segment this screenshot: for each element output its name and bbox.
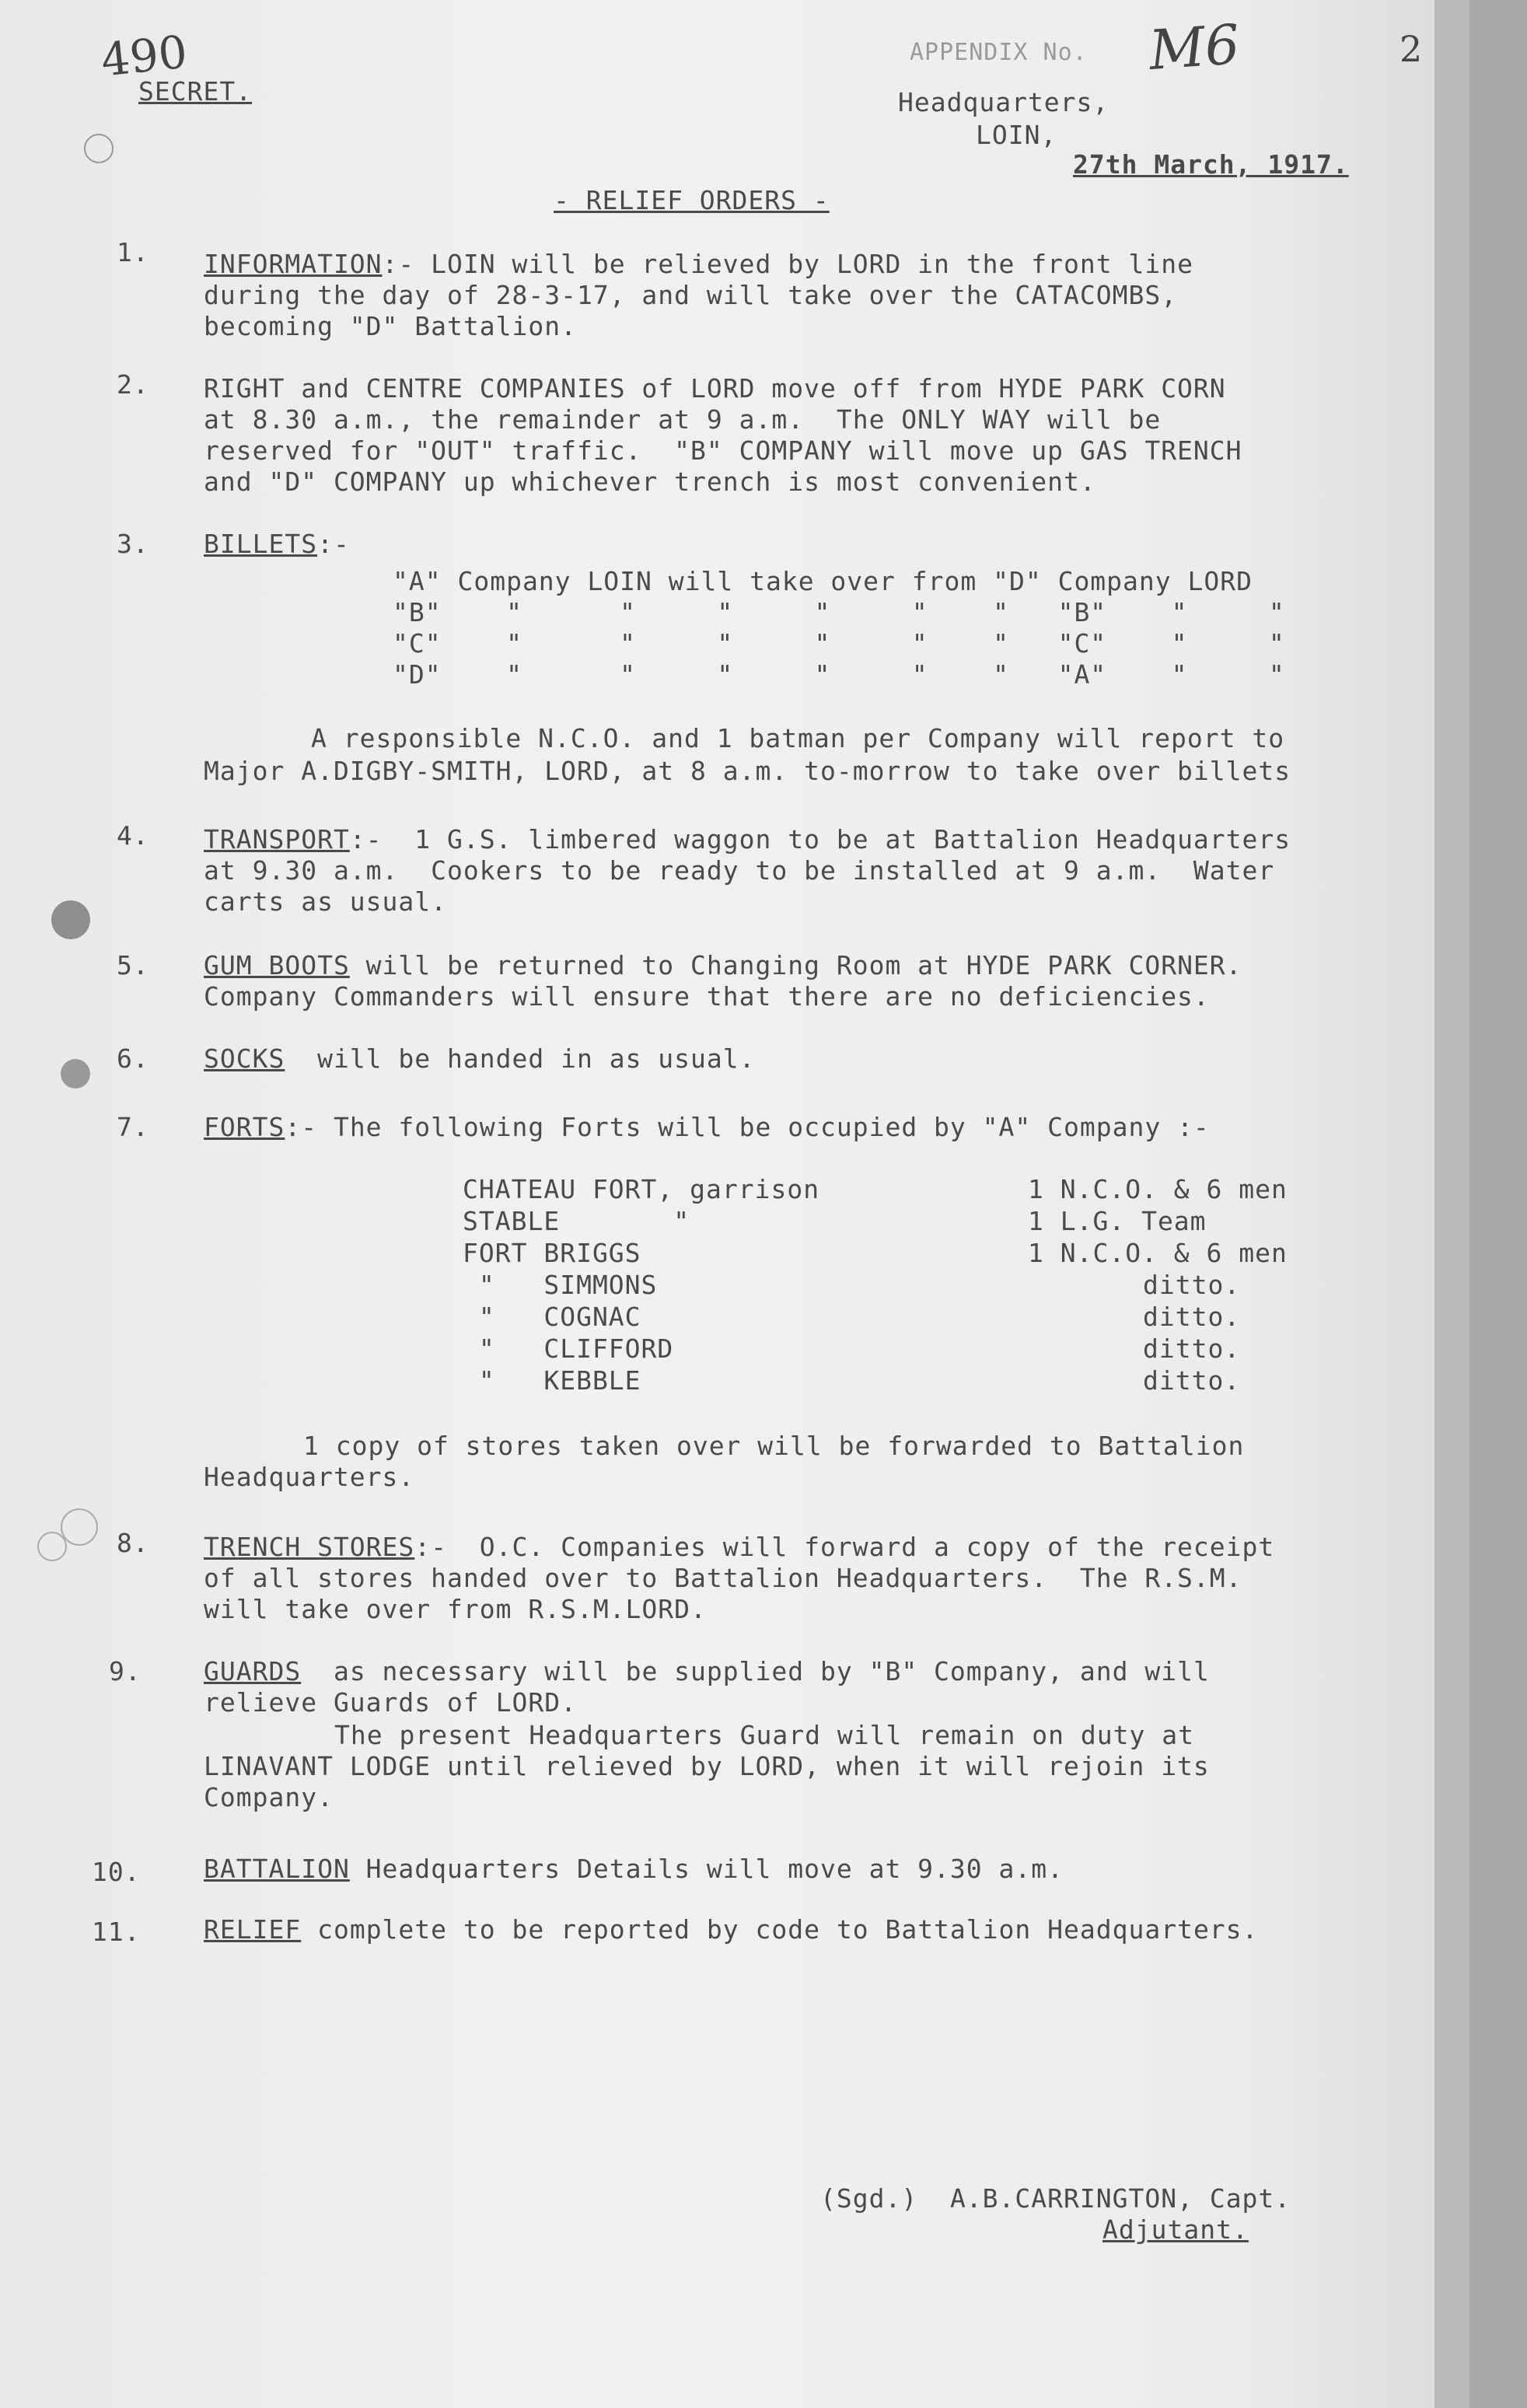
header-headquarters: Headquarters, (898, 87, 1109, 117)
item-heading: FORTS (204, 1112, 285, 1142)
item-number: 5. (117, 950, 149, 980)
item-4-line-1: TRANSPORT:- 1 G.S. limbered waggon to be at Battalion Headquarters (204, 824, 1291, 855)
item-8-line-2: of all stores handed over to Battalion Headquarters. The R.S.M. (204, 1563, 1242, 1593)
item-heading: GUM BOOTS (204, 950, 350, 980)
item-1-line-2: during the day of 28-3-17, and will take over the CATACOMBS, (204, 280, 1178, 310)
item-number: 10. (92, 1857, 141, 1887)
item-heading: BILLETS (204, 529, 318, 559)
item-11-line-1: RELIEF complete to be reported by code to Battalion Headquarters. (204, 1914, 1259, 1945)
item-heading: INFORMATION (204, 249, 383, 279)
header-date: 27th March, 1917. (1073, 149, 1349, 180)
item-8-line-1: TRENCH STORES:- O.C. Companies will forward a copy of the receipt (204, 1532, 1275, 1562)
item-number: 7. (117, 1112, 149, 1142)
item-heading: TRANSPORT (204, 824, 350, 855)
item-9-line-5: Company. (204, 1782, 334, 1812)
item-1-line-3: becoming "D" Battalion. (204, 311, 577, 341)
billets-row: "C" " " " " " " "C" " " (393, 628, 1285, 659)
handwritten-annotation: M6 (1147, 12, 1242, 82)
billets-note-1: A responsible N.C.O. and 1 batman per Company will report to (311, 723, 1285, 753)
item-number: 2. (117, 369, 149, 400)
fort-name: " COGNAC (463, 1302, 641, 1332)
item-9-line-4: LINAVANT LODGE until relieved by LORD, when it will rejoin its (204, 1751, 1210, 1781)
item-9-line-2: relieve Guards of LORD. (204, 1687, 577, 1718)
appendix-label: APPENDIX No. (910, 39, 1088, 66)
item-4-line-2: at 9.30 a.m. Cookers to be ready to be installed at 9 a.m. Water (204, 855, 1275, 886)
item-number: 6. (117, 1043, 149, 1074)
item-5-line-2: Company Commanders will ensure that there are no deficiencies. (204, 981, 1210, 1012)
fort-garrison: 1 N.C.O. & 6 men (1028, 1174, 1288, 1204)
fort-name: FORT BRIGGS (463, 1238, 641, 1268)
classification-label: SECRET. (138, 76, 253, 107)
punch-hole (61, 1508, 98, 1546)
item-9-line-1: GUARDS as necessary will be supplied by "B" Company, and will (204, 1656, 1210, 1686)
punch-hole (61, 1059, 90, 1089)
item-1-line-1: INFORMATION:- LOIN will be relieved by LORD in the front line (204, 249, 1193, 279)
item-number: 1. (117, 237, 149, 267)
fort-garrison: ditto. (1143, 1270, 1241, 1300)
page-edge (1434, 0, 1469, 2408)
forts-note-2: Headquarters. (204, 1462, 415, 1492)
item-2-line-1: RIGHT and CENTRE COMPANIES of LORD move off from HYDE PARK CORN (204, 373, 1226, 404)
fort-garrison: ditto. (1143, 1333, 1241, 1364)
item-heading: BATTALION (204, 1854, 350, 1884)
item-2-line-2: at 8.30 a.m., the remainder at 9 a.m. The ONLY WAY will be (204, 404, 1162, 435)
item-number: 11. (92, 1917, 141, 1947)
billets-row: "B" " " " " " " "B" " " (393, 597, 1285, 627)
billets-row: "D" " " " " " " "A" " " (393, 659, 1285, 690)
item-2-line-4: and "D" COMPANY up whichever trench is most convenient. (204, 467, 1096, 497)
item-heading: GUARDS (204, 1656, 302, 1686)
signature-line: (Sgd.) A.B.CARRINGTON, Capt. (820, 2183, 1291, 2214)
edge-number: 2 (1399, 28, 1423, 70)
fort-garrison: ditto. (1143, 1365, 1241, 1396)
fort-name: " SIMMONS (463, 1270, 658, 1300)
punch-hole (51, 900, 90, 939)
document-title: - RELIEF ORDERS - (554, 185, 830, 215)
item-heading: RELIEF (204, 1914, 302, 1945)
item-4-line-3: carts as usual. (204, 886, 448, 917)
punch-hole (37, 1532, 67, 1561)
fort-name: CHATEAU FORT, garrison (463, 1174, 820, 1204)
fort-name: " CLIFFORD (463, 1333, 674, 1364)
item-number: 9. (109, 1656, 142, 1686)
item-5-line-1: GUM BOOTS will be returned to Changing Room at HYDE PARK CORNER. (204, 950, 1242, 980)
fort-name: " KEBBLE (463, 1365, 641, 1396)
punch-hole (84, 134, 114, 163)
item-2-line-3: reserved for "OUT" traffic. "B" COMPANY will move up GAS TRENCH (204, 435, 1242, 466)
fort-name: STABLE " (463, 1206, 690, 1236)
item-3-heading-line: BILLETS:- (204, 529, 350, 559)
item-7-line-1: FORTS:- The following Forts will be occupied by "A" Company :- (204, 1112, 1210, 1142)
page-edge (1469, 0, 1527, 2408)
item-8-line-3: will take over from R.S.M.LORD. (204, 1594, 707, 1624)
billets-row: "A" Company LOIN will take over from "D" Company LORD (393, 566, 1253, 596)
item-10-line-1: BATTALION Headquarters Details will move at 9.30 a.m. (204, 1854, 1064, 1884)
fort-garrison: 1 L.G. Team (1028, 1206, 1207, 1236)
item-number: 8. (117, 1528, 149, 1558)
fort-garrison: ditto. (1143, 1302, 1241, 1332)
forts-note-1: 1 copy of stores taken over will be forwarded to Battalion (303, 1431, 1245, 1461)
item-heading: SOCKS (204, 1043, 285, 1074)
item-number: 4. (117, 820, 149, 851)
item-heading: TRENCH STORES (204, 1532, 415, 1562)
item-number: 3. (117, 529, 149, 559)
fort-garrison: 1 N.C.O. & 6 men (1028, 1238, 1288, 1268)
page-number: 490 (98, 25, 190, 87)
signature-title: Adjutant. (1102, 2214, 1249, 2245)
billets-note-2: Major A.DIGBY-SMITH, LORD, at 8 a.m. to-morrow to take over billets (204, 756, 1291, 786)
item-6-line-1: SOCKS will be handed in as usual. (204, 1043, 756, 1074)
header-unit: LOIN, (976, 120, 1057, 150)
item-9-line-3: The present Headquarters Guard will remain on duty at (334, 1720, 1194, 1750)
